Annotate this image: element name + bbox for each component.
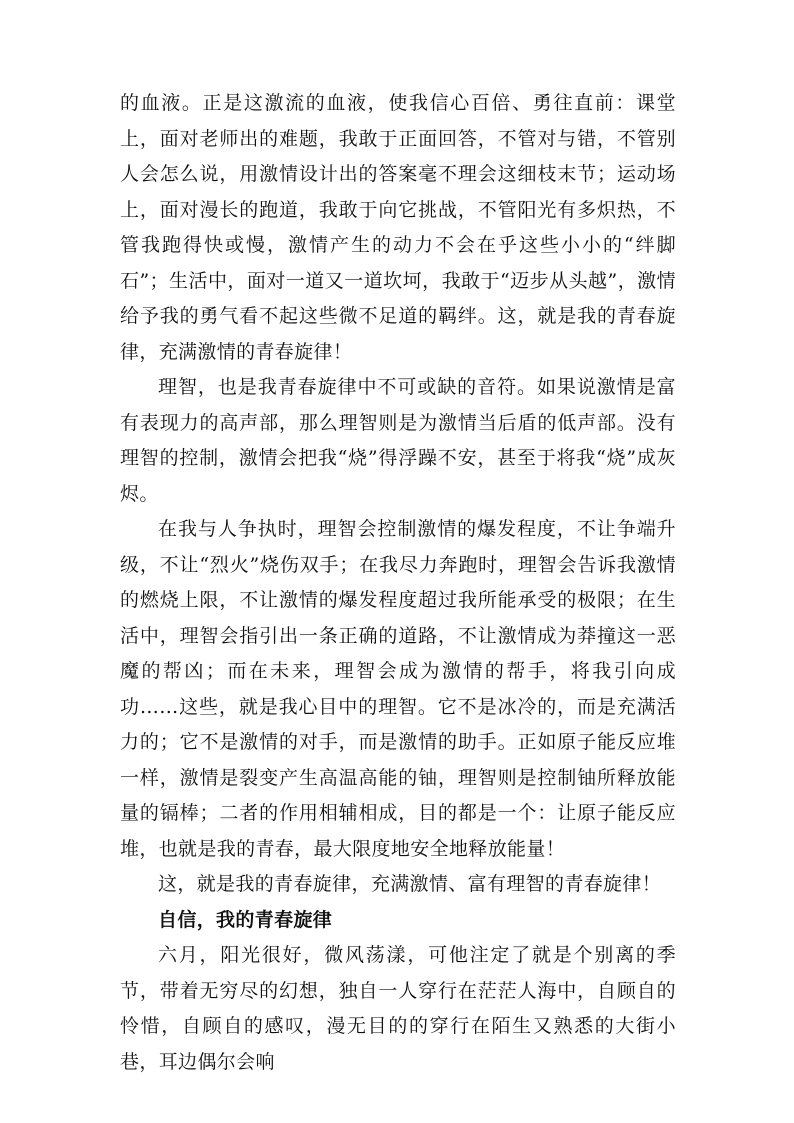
paragraph-reason-detail: 在我与人争执时，理智会控制激情的爆发程度，不让争端升级，不让“烈火”烧伤双手；在我尽力奔跑时，理智会告诉我激情的燃烧上限，不让激情的爆发程度超过我所能承受的极限；在生活中，理智会指引出一条正确的道路，不让激情成为莽撞这一恶魔的帮凶；而在未来，理智会成为激情的帮手，将我引向成功……这些，就是我心目中的理智。它不是冰冷的，而是充满活力的；它不是激情的对手，而是激情的助手。正如原子能反应堆一样，激情是裂变产生高温高能的铀，理智则是控制铀所释放能量的镉棒；二者的作用相辅相成，目的都是一个：让原子能反应堆，也就是我的青春，最大限度地安全地释放能量！ — [120, 518, 676, 860]
section-heading: 自信，我的青春旋律 — [158, 908, 333, 931]
paragraph-reason-intro: 理智，也是我青春旋律中不可或缺的音符。如果说激情是富有表现力的高声部，那么理智则是为激情当后盾的低声部。没有理智的控制，激情会把我“烧”得浮躁不安，甚至于将我“烧”成灰烬。 — [120, 376, 676, 505]
paragraph-passion: 的血液。正是这激流的血液，使我信心百倍、勇往直前：课堂上，面对老师出的难题，我敢于正面回答，不管对与错，不管别人会怎么说，用激情设计出的答案毫不理会这细枝末节；运动场上，面对漫长的跑道，我敢于向它挑战，不管阳光有多炽热，不管我跑得快或慢，激情产生的动力不会在乎这些小小的“绊脚石”；生活中，面对一道又一道坎坷，我敢于“迈步从头越”，激情给予我的勇气看不起这些微不足道的羁绊。这，就是我的青春旋律，充满激情的青春旋律！ — [120, 92, 676, 363]
paragraph-conclusion: 这，就是我的青春旋律，充满激情、富有理智的青春旋律！ — [158, 873, 662, 895]
paragraph-june: 六月，阳光很好，微风荡漾，可他注定了就是个别离的季节，带着无穷尽的幻想，独自一人穿行在茫茫人海中，自顾自的怜惜，自顾自的感叹，漫无目的的穿行在陌生又熟悉的大街小巷，耳边偶尔会响 — [120, 944, 676, 1073]
document-page — [120, 86, 676, 1080]
